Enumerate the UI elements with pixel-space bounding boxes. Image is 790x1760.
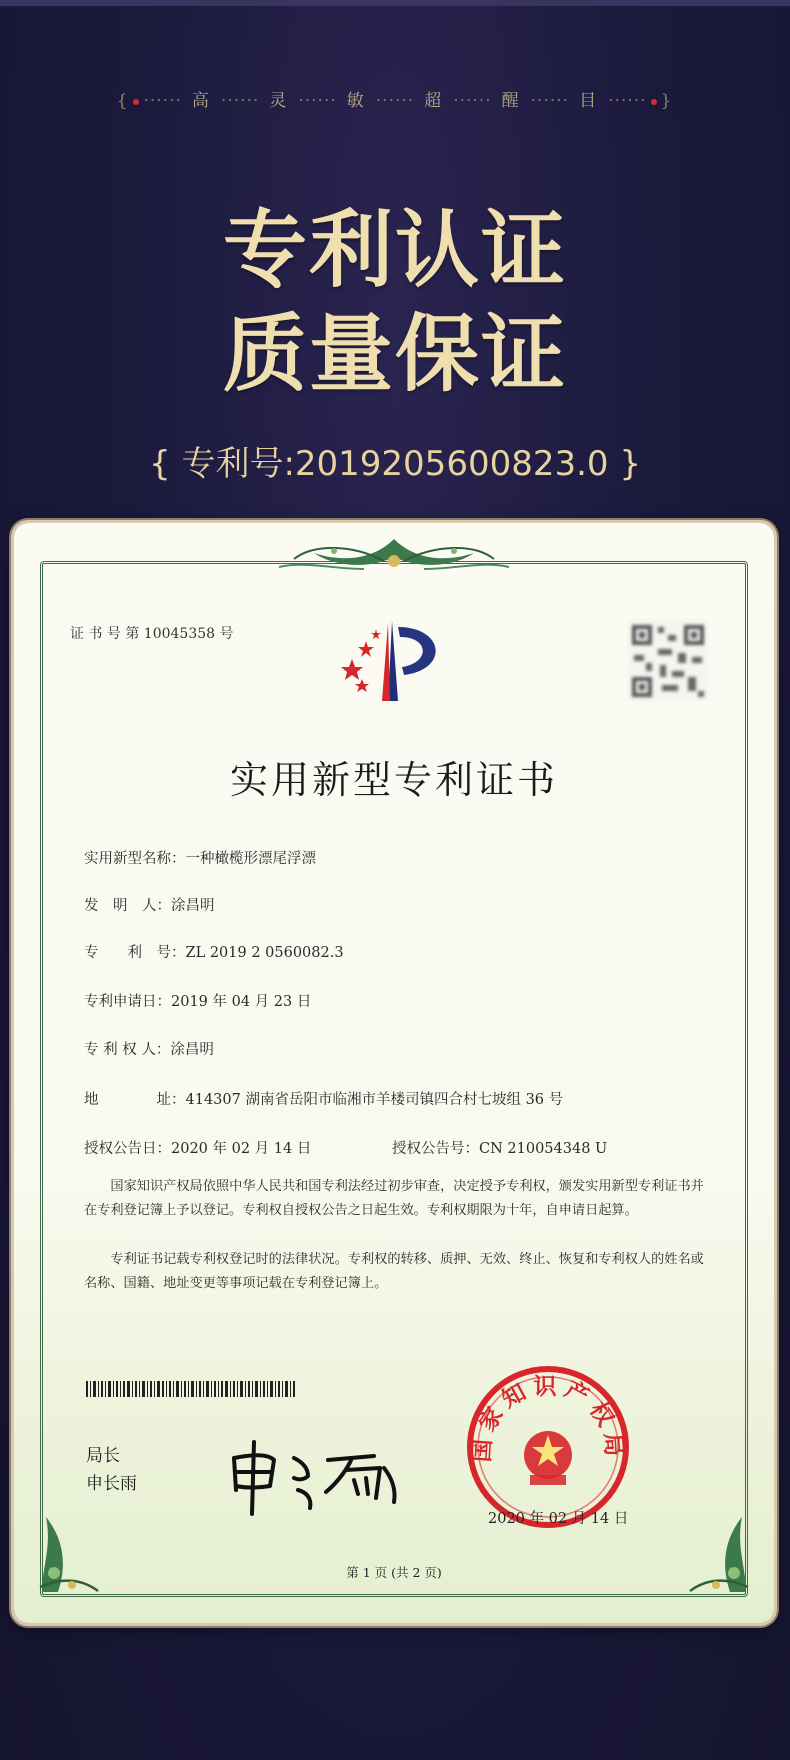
certificate-paragraph-2: 专利证书记载专利权登记时的法律状况。专利权的转移、质押、无效、终止、恢复和专利权人的姓名或名称、国籍、地址变更等事项记载在专利登记簿上。 <box>84 1252 704 1291</box>
certificate-number: 证 书 号 第 10045358 号 <box>70 626 234 642</box>
headline-line1: 专利认证 <box>222 201 567 299</box>
corner-ornament-icon <box>686 1507 756 1597</box>
tagline-char: 灵 <box>269 91 289 111</box>
field-label: 发 明 人： <box>84 898 171 914</box>
field-utility-name <box>84 847 316 868</box>
patent-number-banner: { 专利号:2019205600823.0 } <box>149 444 641 484</box>
field-application-date <box>84 990 311 1011</box>
field-value: CN 210054348 U <box>479 1141 608 1157</box>
top-strip <box>0 0 790 6</box>
tagline: { ······ 高 ······ 灵 ······ 敏 ······ 超 ······ 醒 ······ 目 ······ } <box>116 91 674 111</box>
tagline-open-brace: { <box>116 91 130 111</box>
barcode-icon <box>86 1381 296 1397</box>
seal-date: 2020 年 02 月 14 日 <box>488 1511 629 1527</box>
tagline-char: 超 <box>424 91 444 111</box>
ornament-top-icon <box>274 533 514 577</box>
red-dot-icon <box>651 99 657 105</box>
field-address <box>84 1088 563 1109</box>
certificate-paragraph-1: 国家知识产权局依照中华人民共和国专利法经过初步审查，决定授予专利权，颁发实用新型专利证书并在专利登记簿上予以登记。专利权自授权公告之日起生效。专利权期限为十年，自申请日起算。 <box>84 1179 704 1218</box>
red-dot-icon <box>133 99 139 105</box>
field-label: 授权公告日： <box>84 1141 171 1157</box>
tagline-char: 高 <box>191 91 211 111</box>
signature-icon <box>224 1428 404 1518</box>
field-value: 2019 年 04 月 23 日 <box>171 994 312 1010</box>
tagline-char: 醒 <box>501 91 521 111</box>
field-grant-date <box>84 1137 311 1158</box>
tagline-close-brace: } <box>660 91 674 111</box>
field-value: 414307 湖南省岳阳市临湘市羊楼司镇四合村七坡组 36 号 <box>185 1092 564 1108</box>
director-title: 局长 <box>86 1446 120 1466</box>
headline-line2: 质量保证 <box>222 305 567 403</box>
certificate-title: 实用新型专利证书 <box>229 758 558 802</box>
field-patentee <box>84 1038 214 1059</box>
seal-text: 国家知识产权局 <box>469 1373 627 1463</box>
tagline-char: 敏 <box>346 91 366 111</box>
field-value: ZL 2019 2 0560082.3 <box>185 945 344 961</box>
official-seal-icon <box>464 1363 632 1531</box>
field-grant-number <box>392 1137 607 1158</box>
field-value: 涂昌明 <box>171 898 215 914</box>
patent-certificate <box>14 523 774 1623</box>
field-label: 专 利 权 人： <box>84 1042 171 1058</box>
field-label: 专 利 号： <box>84 945 186 961</box>
field-value: 一种橄榄形漂尾浮漂 <box>185 851 316 867</box>
field-value: 2020 年 02 月 14 日 <box>171 1141 312 1157</box>
qr-code-icon <box>628 621 708 701</box>
field-value: 涂昌明 <box>170 1042 214 1058</box>
field-label: 专利申请日： <box>84 994 171 1010</box>
tagline-char: 目 <box>579 91 599 111</box>
page-indicator: 第 1 页 (共 2 页) <box>346 1565 442 1580</box>
field-patent-no <box>84 941 344 962</box>
field-inventor <box>84 894 215 915</box>
field-label: 实用新型名称： <box>84 851 186 867</box>
corner-ornament-icon <box>32 1507 102 1597</box>
cnipa-logo-icon <box>332 613 462 709</box>
field-label: 地 址： <box>84 1092 186 1108</box>
field-label: 授权公告号： <box>392 1141 479 1157</box>
director-name: 申长雨 <box>86 1474 137 1494</box>
